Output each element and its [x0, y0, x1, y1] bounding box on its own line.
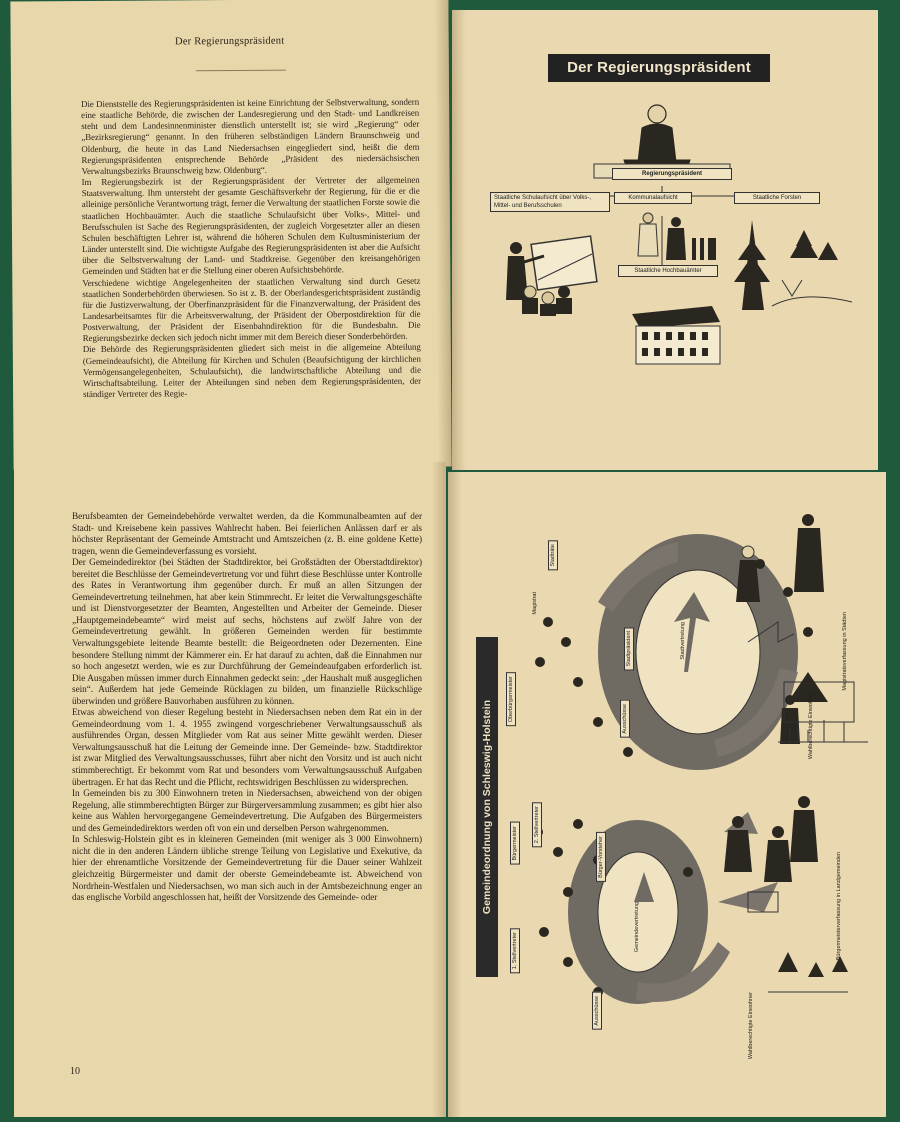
top-left-text [81, 97, 421, 401]
label-stellvertreter-2: 2. Stellvertreter [532, 802, 542, 847]
caption-magistratsverfassung: Magistratsverfassung in Städten [842, 612, 848, 691]
paragraph: Der Gemeindedirektor (bei Städten der Stadtdirektor, bei Großstädten der Oberstadtdirektor) bereitet die Beschlüsse der Gemeindevertretung vor und führt diese Beschlüsse unter Kontrolle des Rates in Verantwortung ihm gegenüber durch. Er muß an allen Sitzungen der Gemeindevertretung teilnehmen, hat aber kein Stimmrecht. Er leitet die Verwaltungsgeschäfte und ist Dienstvorgesetzter der Beamten, Angestellten und Arbeiter der Gemeinde. Dieser „Hauptgemeindebeamte“ wird meist auf sechs, höchstens auf zwölf Jahre von der Gemeindevertretung gewählt. In größeren Gemeinden werden für bestimmte Verwaltungsgebiete leitende Beamte bestellt: die Beigeordneten oder Dezernenten. Eine besondere Stellung nimmt der Kämmerer ein. Er hat darauf zu achten, daß die Einnahmen nur so hoch angesetzt werden, wie es zur Durchführung der Gemeindeaufgaben erforderlich ist. Die Ausgaben müssen immer durch Einnahmen gedeckt sein: „der Haushalt muß ausgeglichen sein“. Außerdem hat jede Gemeinde Rücklagen zu bilden, um finanzielle Rückschläge überwinden und größere Bauvorhaben ausführen zu können. [72, 558, 422, 707]
municipal-label: Kommunalaufsicht [614, 192, 692, 204]
paragraph: Die Behörde des Regierungspräsidenten gliedert sich meist in die allgemeine Abteilung (Gemeindeaufsicht), die Abteilung für Kirchen und Schulen (Beaufsichtigung der kirchlichen Vermögensangelegenheiten, Schulaufsicht), die landwirtschaftliche Abteilung und die Wirtschaftsabteilung. Leiter der Abteilungen sind neben dem Regierungspräsidenten, der ständiger Vertreter des Regie- [82, 342, 422, 400]
page-fold-shadow [432, 462, 446, 1117]
paragraph: Verschiedene wichtige Angelegenheiten der staatlichen Verwaltung sind durch Gesetz staatlichen Sonderbehörden überwiesen. So ist z. B. der Oberlandesgerichtspräsident zuständig für die Justizverwaltung, der Oberfinanzpräsident für die Finanzverwaltung, der Präsident des Landesarbeitsamtes für die Arbeitsverwaltung, der Präsident der Oberpostdirektion für die Postverwaltung, der Präsident der Eisenbahndirektion für die Bundesbahn. Die Regierungsbezirke decken sich jedoch nicht immer mit dem Bereich dieser Sonderbehörden. [82, 275, 421, 344]
regierungspraesident-illustration [452, 10, 878, 470]
label-stadtraete: Stadträte [548, 540, 558, 570]
label-magistrat: Magistrat [532, 592, 538, 615]
bottom-left-text [72, 512, 422, 905]
top-left-page [10, 0, 451, 470]
label-ausschuesse-lower: Ausschüsse [592, 992, 602, 1030]
label-stadtvertretung: Stadtvertretung [680, 622, 686, 660]
paragraph: Berufsbeamten der Gemeindebehörde verwaltet werden, da die Kommunalbeamten auf der Stadt- und Kreisebene kein passives Wahlrecht haben. Bei feierlichen Anlässen darf er als höchster Repräsentant der Gemeinde Amtstracht und Amtszeichen (z. B. eine goldene Kette) tragen, wenn die Gemeindeverfassung es vorsieht. [72, 512, 422, 557]
desk-label: Regierungspräsident [612, 168, 732, 180]
diagram-title: Gemeindeordnung von Schleswig-Holstein [481, 699, 493, 915]
illustration-banner: Der Regierungspräsident [548, 54, 770, 82]
forest-label: Staatliche Forsten [734, 192, 820, 204]
president-figure [624, 105, 690, 166]
building-label: Staatliche Hochbauämter [618, 265, 718, 277]
bottom-left-page [14, 462, 446, 1117]
title-rule [196, 70, 286, 72]
school-scene [506, 236, 597, 316]
running-head: Der Regierungspräsident [174, 35, 285, 48]
label-waehler-lower: Wahlberechtigte Einwohner [748, 992, 754, 1060]
label-waehler-upper: Wahlberechtigte Einwohner [808, 692, 814, 760]
gemeindeordnung-illustration [448, 472, 886, 1117]
label-ausschuesse-upper: Ausschüsse [620, 700, 630, 738]
paragraph: Etwas abweichend von dieser Regelung besteht in Niedersachsen neben dem Rat ein in der Gemeindeordnung vom 1. 4. 1955 zwingend vorgeschriebener Verwaltungsausschuß als ausführendes Organ, dessen Mitglieder vom Rat aus seiner Mitte gewählt werden. Dieser Verwaltungsausschuß hat die Leitung der Gemeinde inne. Der Gemeinde- bzw. Stadtdirektor ist zwar Mitglied des Verwaltungsausschusses, führt aber nicht den Vorsitz und ist auch nicht stimmberechtigt. Er bekommt vom Rat und besonders vom Verwaltungsausschuß Aufgaben übertragen. Er hat das Recht und die Pflicht, rechtswidrigen Beschlüssen zu widersprechen. [72, 708, 422, 788]
paragraph: In Gemeinden bis zu 300 Einwohnern treten in Niedersachsen, abweichend von der obigen Regelung, alle stimmberechtigten Bürger zur Bürgerversammlung zusammen; es gibt hier also keine aus Wahlen hervorgegangene Gemeindevertretung. Die Aufgaben des Bürgermeisters und des Gemeindedirektors werden oft von ein und derselben Person wahrgenommen. [72, 789, 422, 834]
paragraph: Im Regierungsbezirk ist der Regierungspräsident der Vertreter der allgemeinen Staatsverwaltung. Ihm untersteht der gesamte Geschäftsverkehr der Regierung, für die er die alleinige persönliche Verantwortung trägt, ferner die Verwaltung der staatlichen Forste sowie die staatlichen Hochbauämter. Auch die staatliche Schulaufsicht über Volks-, Mittel- und Berufsschulen ist Sache des Regierungspräsidenten, der zugleich Vorgesetzter aller an diesen Schulen beschäftigten Lehrer ist, während die höheren Schulen dem Kultusministerium der Länder unterstellt sind. Die wichtigste Aufgabe des Regierungspräsidenten ist aber die Aufsicht über die Selbstverwaltung der Land- und Stadtkreise. Gegenüber den kreisangehörigen Gemeinden und Städten hat er die Stellung einer oberen Aufsichtsbehörde. [81, 174, 421, 277]
paragraph: In Schleswig-Holstein gibt es in kleineren Gemeinden (mit weniger als 3 000 Einwohnern) nicht die in den anderen Ländern übliche strenge Teilung von Legislative und Exekutive, da hier der ehrenamtliche Vorsitzende der Gemeindevertretung für die Dauer seiner Wahlzeit gleichzeitig Bürgermeister und damit der oberste Gemeindebeamte ist. Abweichend von Nordrhein-Westfalen und Niedersachsen, wo man sich auch in der Amtsbezeichnung enger an das englische Vorbild angeschlossen hat, heißt der Vorsitzende des Gemeinde- oder [72, 835, 422, 904]
school-label: Staatliche Schulaufsicht über Volks-, Mittel- und Berufsschulen [490, 192, 610, 212]
paragraph: Die Dienststelle des Regierungspräsidenten ist keine Einrichtung der Selbstverwaltung, sondern eine staatliche Behörde, die zwischen der Landesregierung und den Stadt- und Landkreisen steht und dem Landesinnenminister dienstlich unterstellt ist; sie wird „Regierung“ oder „Bezirksregierung“ genannt. In den früheren selbständigen Ländern Braunschweig und Oldenburg, die heute in das Land Niedersachsen eingegliedert sind, heißt die dem Regierungspräsidenten entsprechende Behörde „Präsident des niedersächsischen Verwaltungsbezirks Braunschweig bzw. Oldenburg“. [81, 96, 420, 176]
page-fold-shadow [434, 0, 451, 467]
forest-scene [734, 220, 852, 310]
municipal-scene [638, 213, 716, 260]
label-buerger-vorsteher: Bürger-Vorsteher [596, 832, 606, 882]
page-number: 10 [70, 1066, 80, 1077]
label-stadtpraesident: Stadtpräsident [624, 627, 634, 670]
label-stellvertreter-1: 1. Stellvertreter [510, 928, 520, 973]
caption-buergermeisterverfassung: Bürgermeisterverfassung in Landgemeinden [836, 852, 842, 961]
bottom-right-page [448, 472, 886, 1117]
top-right-page [452, 10, 878, 470]
magistrat-diagram [535, 514, 868, 770]
buergermeister-diagram [533, 796, 848, 1004]
label-gemeindevertretung: Gemeindevertretung [634, 902, 640, 953]
label-buergermeister: Bürgermeister [510, 822, 520, 865]
building-scene [632, 306, 720, 364]
label-oberbuergermeister: Oberbürgermeister [506, 672, 516, 726]
